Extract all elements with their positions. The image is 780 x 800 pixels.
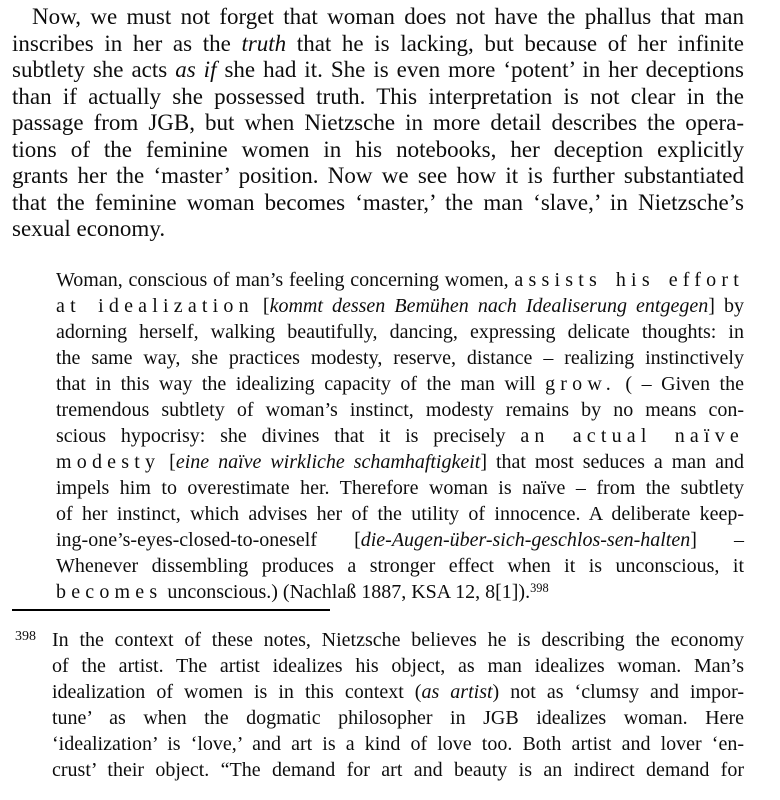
text-segment: Woman, conscious of man’s feeling concerning women, bbox=[56, 268, 515, 291]
spaced-emphasis-text: at idealization bbox=[56, 294, 254, 317]
text-segment: Whenever dissembling produces a stronger effect when it is unconscious, it bbox=[56, 554, 744, 577]
text-segment: crust’ their object. “The demand for art and beauty is an indirect demand for bbox=[52, 758, 744, 781]
spaced-emphasis-text: assists his effort bbox=[514, 268, 744, 291]
text-segment: that he is lacking, but because of her infinite bbox=[286, 30, 744, 56]
text-line bbox=[56, 449, 744, 475]
text-segment: idealization of women is in this context ( bbox=[52, 680, 422, 703]
text-segment: the same way, she practices modesty, reserve, distance – realizing instinctively bbox=[56, 346, 744, 369]
text-line bbox=[56, 345, 744, 371]
text-segment: subtlety she acts bbox=[12, 57, 176, 82]
text-line bbox=[52, 679, 744, 705]
text-segment: [ bbox=[160, 450, 176, 473]
text-line bbox=[56, 553, 744, 579]
spaced-emphasis-text: becomes bbox=[56, 580, 163, 603]
text-segment: adorning herself, walking beautifully, dancing, expressing delicate thoughts: in bbox=[56, 320, 744, 343]
text-line bbox=[56, 501, 744, 527]
text-segment: she had it. She is even more ‘potent’ in her deceptions bbox=[216, 57, 745, 82]
text-segment: ) not as ‘clumsy and impor- bbox=[492, 680, 744, 703]
text-line bbox=[56, 579, 744, 607]
text-line bbox=[56, 267, 744, 293]
text-line bbox=[12, 216, 744, 243]
text-line bbox=[12, 190, 744, 217]
text-line bbox=[56, 319, 744, 345]
italic-text: as artist bbox=[421, 680, 493, 703]
italic-text: as if bbox=[175, 57, 217, 82]
text-segment: unconscious.) (Nachlaß 1887, KSA 12, 8[1]). bbox=[162, 580, 531, 603]
footnote bbox=[12, 627, 744, 783]
text-segment: that the feminine woman becomes ‘master,’ the man ‘slave,’ in Nietzsche’s bbox=[12, 189, 744, 215]
text-line bbox=[12, 57, 744, 84]
text-line bbox=[52, 705, 744, 731]
text-segment: Now, we must not forget that woman does not have the phallus that man bbox=[32, 4, 744, 29]
footnote-number: 398 bbox=[15, 628, 36, 644]
text-line bbox=[52, 757, 744, 783]
text-segment: tremendous subtlety of woman’s instinct, modesty remains by no means con- bbox=[56, 398, 744, 421]
text-segment: inscribes in her as the bbox=[12, 30, 242, 56]
italic-text: die-Augen-über-sich-geschlos-sen-halten bbox=[360, 528, 691, 551]
text-line bbox=[56, 527, 744, 553]
footnote-separator bbox=[12, 609, 330, 611]
text-line bbox=[12, 84, 744, 111]
spaced-emphasis-text: modesty bbox=[56, 450, 161, 473]
text-line bbox=[52, 731, 744, 757]
text-segment: ing-one’s-eyes-closed-to-oneself [ bbox=[56, 528, 361, 551]
text-segment: ] by bbox=[708, 294, 744, 317]
text-segment: [ bbox=[253, 294, 270, 317]
text-segment: grants her the ‘master’ position. Now we see how it is further substantiated bbox=[12, 163, 744, 188]
text-line bbox=[12, 110, 744, 137]
text-segment: scious hypocrisy: she divines that it is precisely bbox=[56, 424, 521, 447]
footnote-text bbox=[52, 627, 744, 783]
text-segment: of her instinct, which advises her of the utility of innocence. A deliberate keep- bbox=[56, 502, 744, 525]
text-segment: that in this way the idealizing capacity of the man will bbox=[56, 372, 546, 395]
spaced-emphasis-text: an actual naïve bbox=[520, 424, 745, 447]
italic-text: truth bbox=[241, 30, 287, 56]
text-segment: of the artist. The artist idealizes his object, as man idealizes woman. Man’s bbox=[52, 654, 744, 677]
text-segment: In the context of these notes, Nietzsche believes he is describing the economy bbox=[52, 628, 744, 651]
main-paragraph bbox=[12, 4, 744, 243]
text-line bbox=[12, 137, 744, 164]
text-line bbox=[56, 371, 744, 397]
text-line bbox=[56, 423, 744, 449]
text-segment: impels him to overestimate her. Therefore woman is naïve – from the subtlety bbox=[56, 476, 744, 499]
text-segment: sexual economy. bbox=[12, 216, 166, 241]
text-line bbox=[56, 475, 744, 501]
text-segment: than if actually she possessed truth. This interpretation is not clear in the bbox=[12, 83, 744, 109]
text-segment: ‘idealization’ is ‘love,’ and art is a kind of love too. Both artist and lover ‘en- bbox=[52, 732, 744, 755]
text-segment: ] – bbox=[690, 528, 744, 551]
text-segment: ] that most seduces a man and bbox=[480, 450, 745, 473]
text-line bbox=[12, 4, 744, 31]
text-segment: tions of the feminine women in his notebooks, her deception explicitly bbox=[12, 136, 744, 162]
italic-text: kommt dessen Bemühen nach Idealiserung entgegen bbox=[269, 294, 709, 317]
text-line bbox=[56, 293, 744, 319]
text-segment: passage from JGB, but when Nietzsche in more detail describes the opera- bbox=[12, 110, 744, 135]
spaced-emphasis-text: grow. bbox=[545, 372, 616, 395]
footnote-reference: 398 bbox=[530, 580, 549, 595]
text-line bbox=[52, 653, 744, 679]
text-line bbox=[56, 397, 744, 423]
text-line bbox=[12, 163, 744, 190]
text-segment: ( – Given the bbox=[615, 372, 744, 395]
text-line bbox=[52, 627, 744, 653]
text-line bbox=[12, 31, 744, 58]
block-quote bbox=[56, 267, 744, 607]
italic-text: eine naïve wirkliche schamhaftigkeit bbox=[175, 450, 481, 473]
text-segment: tune’ as when the dogmatic philosopher in JGB idealizes woman. Here bbox=[52, 706, 744, 729]
